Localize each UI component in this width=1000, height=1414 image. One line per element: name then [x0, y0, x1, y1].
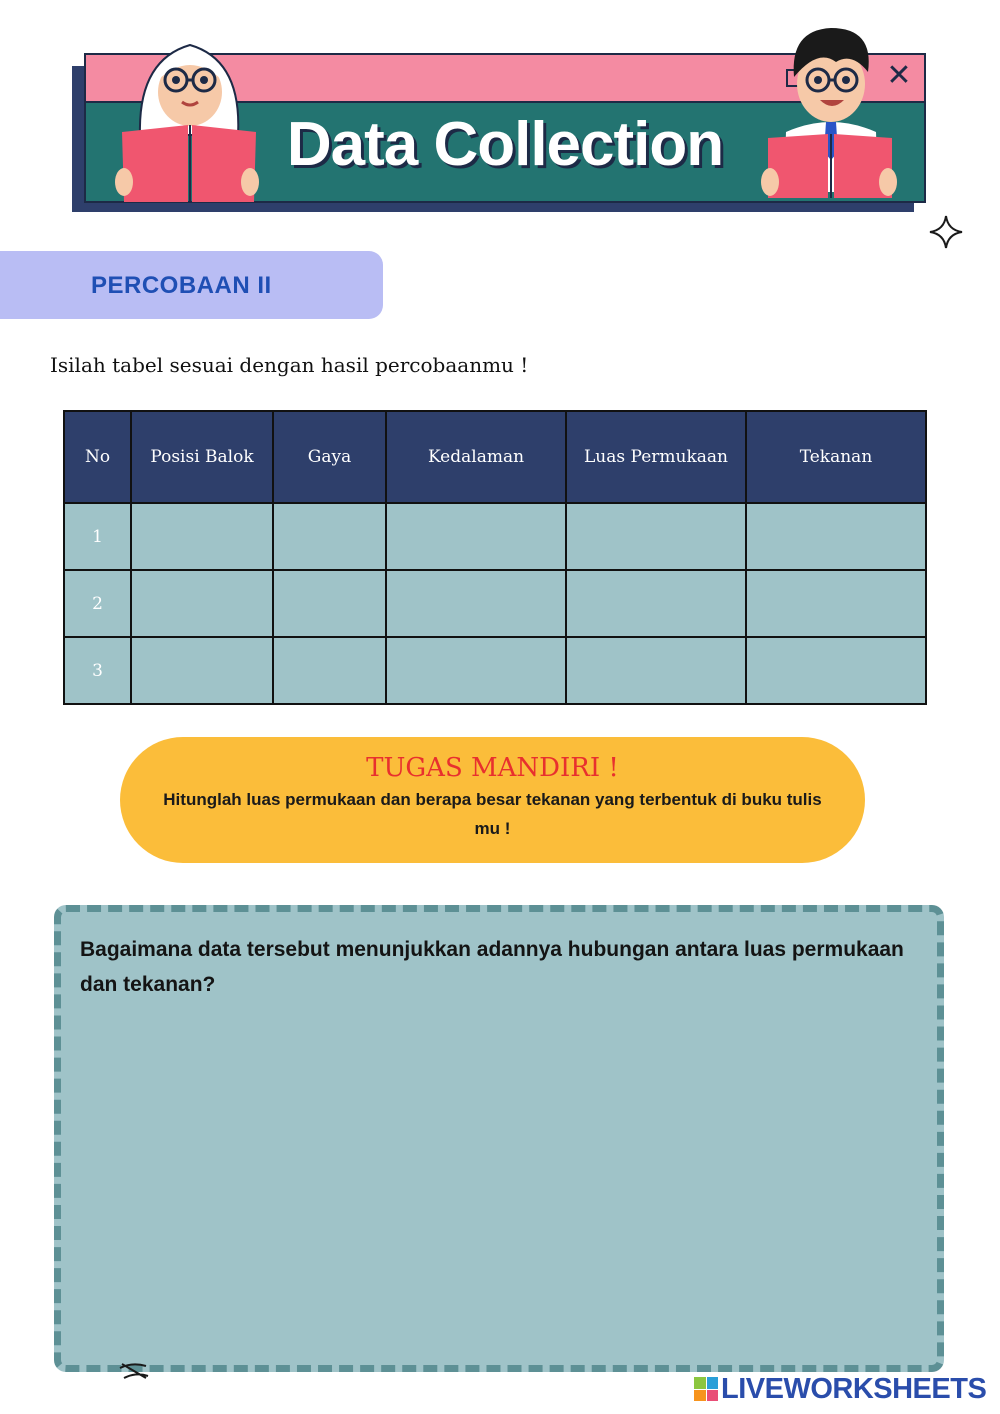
- luas-permukaan-cell[interactable]: [566, 570, 746, 637]
- window-close-icon: ✕: [886, 58, 912, 93]
- table-row: [64, 570, 926, 637]
- row-number-cell: 3: [64, 637, 131, 704]
- posisi-balok-cell[interactable]: [131, 637, 273, 704]
- row-number-cell: 1: [64, 503, 131, 570]
- tekanan-cell[interactable]: [746, 503, 926, 570]
- data-table: [63, 410, 927, 705]
- column-header-posisi-balok: Posisi Balok: [131, 411, 273, 503]
- section-label: PERCOBAAN II: [91, 272, 272, 299]
- kedalaman-cell[interactable]: [386, 637, 566, 704]
- tekanan-cell[interactable]: [746, 637, 926, 704]
- answer-input[interactable]: [78, 1010, 927, 1354]
- posisi-balok-cell[interactable]: [131, 570, 273, 637]
- row-number-cell: 2: [64, 570, 131, 637]
- kedalaman-cell[interactable]: [386, 570, 566, 637]
- page-title: Data Collection: [286, 110, 724, 179]
- liveworksheets-logo-icon: [694, 1377, 718, 1401]
- table-row: [64, 637, 926, 704]
- column-header-gaya: Gaya: [273, 411, 386, 503]
- table-instruction: Isilah tabel sesuai dengan hasil percobaanmu !: [50, 353, 529, 377]
- tekanan-cell[interactable]: [746, 570, 926, 637]
- kedalaman-cell[interactable]: [386, 503, 566, 570]
- scribble-decoration: [118, 1360, 150, 1382]
- table-header-row: [64, 411, 926, 503]
- tugas-title: TUGAS MANDIRI !: [366, 753, 619, 783]
- luas-permukaan-cell[interactable]: [566, 503, 746, 570]
- boy-reading-illustration: [756, 22, 906, 202]
- column-header-luas-permukaan: Luas Permukaan: [566, 411, 746, 503]
- liveworksheets-watermark: [694, 1372, 986, 1406]
- posisi-balok-cell[interactable]: [131, 503, 273, 570]
- gaya-cell[interactable]: [273, 503, 386, 570]
- sparkle-icon: [928, 214, 964, 250]
- watermark-text: LIVEWORKSHEETS: [721, 1372, 987, 1405]
- gaya-cell[interactable]: [273, 637, 386, 704]
- question-text: Bagaimana data tersebut menunjukkan adannya hubungan antara luas permukaan dan tekanan?: [80, 938, 904, 996]
- column-header-tekanan: Tekanan: [746, 411, 926, 503]
- column-header-kedalaman: Kedalaman: [386, 411, 566, 503]
- table-row: [64, 503, 926, 570]
- column-header-no: No: [64, 411, 131, 503]
- tugas-body: Hitunglah luas permukaan dan berapa besar tekanan yang terbentuk di buku tulis mu !: [163, 790, 822, 838]
- gaya-cell[interactable]: [273, 570, 386, 637]
- tugas-mandiri-callout: [120, 737, 865, 863]
- girl-reading-illustration: [110, 40, 270, 205]
- luas-permukaan-cell[interactable]: [566, 637, 746, 704]
